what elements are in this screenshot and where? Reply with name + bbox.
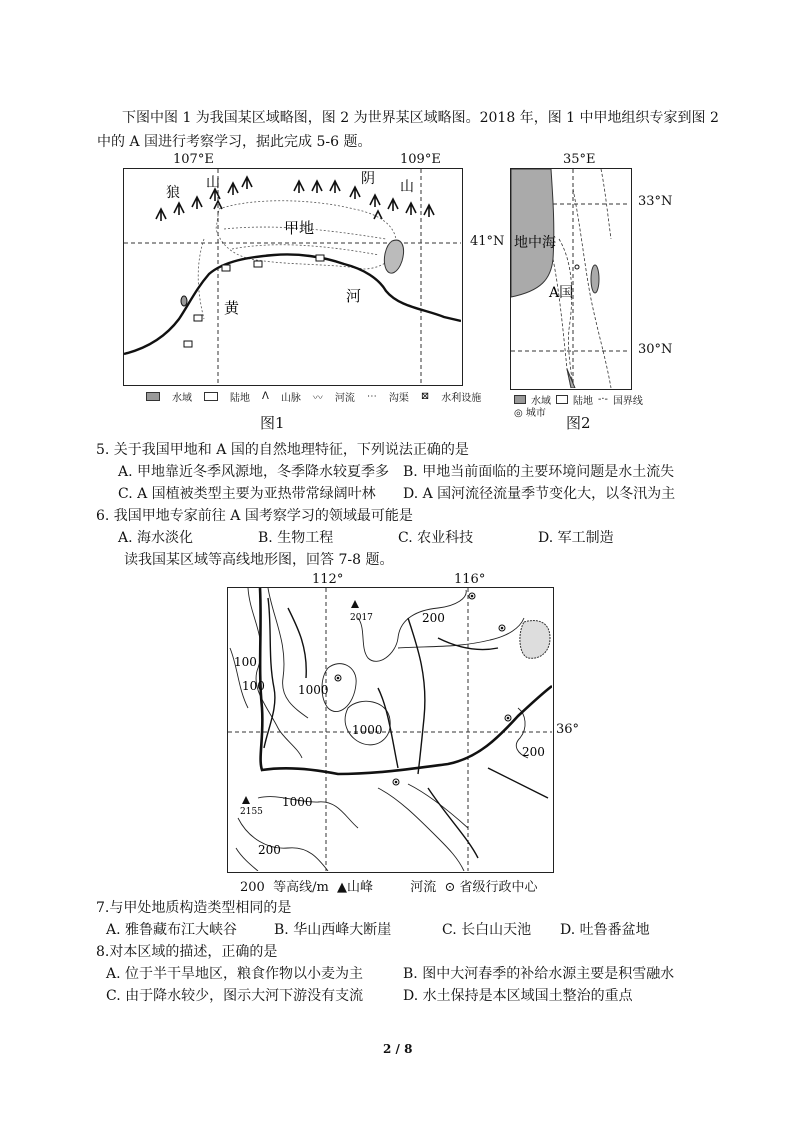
fig2-caption: 图2 <box>566 414 591 432</box>
q5-option-c[interactable]: C. A 国植被类型主要为亚热带常绿阔叶林 <box>118 486 376 502</box>
q5-option-b[interactable]: B. 甲地当前面临的主要环境问题是水土流失 <box>403 464 675 480</box>
q8-option-b[interactable]: B. 图中大河春季的补给水源主要是积雪融水 <box>403 966 675 982</box>
q6-option-a[interactable]: A. 海水淡化 <box>118 530 194 546</box>
fig2-lat-bottom: 30°N <box>638 342 673 357</box>
q7-option-a[interactable]: A. 雅鲁藏布江大峡谷 <box>106 922 238 938</box>
legend-channel-icon: ⋯ <box>366 391 377 402</box>
contour-1000a: 1000 <box>298 683 329 697</box>
intro-line-1: 下图中图 1 为我国某区域略图，图 2 为世界某区域略图。2018 年，图 1 中甲地组织专家到图 2 <box>122 110 719 126</box>
q7-stem: 7.与甲处地质构造类型相同的是 <box>96 900 292 916</box>
q5-option-d[interactable]: D. A 国河流径流量季节变化大，以冬汛为主 <box>403 486 676 502</box>
legend-mountain-icon: ᐱ <box>262 391 269 402</box>
legend-mountain: 山脉 <box>280 393 301 404</box>
fig1-lon-right: 109°E <box>400 152 441 167</box>
city-icon: ◎ <box>514 408 523 419</box>
mountain-symbols <box>156 177 434 221</box>
fig1-map-svg <box>124 169 461 384</box>
mtn-label-2: 山 <box>206 175 220 191</box>
main-river <box>260 588 552 774</box>
region-label: 甲地 <box>284 219 315 237</box>
legend-river-icon: 〰 <box>312 393 323 404</box>
dead-sea <box>591 265 599 293</box>
q6-stem: 6. 我国甲地专家前往 A 国考察学习的领域最可能是 <box>96 508 413 524</box>
peak-1-label: 2017 <box>350 613 373 623</box>
fig3-map-svg <box>228 588 552 871</box>
q5-stem: 5. 关于我国甲地和 A 国的自然地理特征，下列说法正确的是 <box>96 442 469 458</box>
contour-200c: 200 <box>258 843 281 857</box>
fig2-map-svg <box>511 169 630 388</box>
mtn-label-3: 阴 <box>361 171 375 187</box>
yellow-river <box>124 254 461 354</box>
fig2-legend-city-row <box>514 404 546 419</box>
q6-option-b[interactable]: B. 生物工程 <box>258 530 334 546</box>
contour-1000b: 1000 <box>352 723 383 737</box>
q6-option-d[interactable]: D. 军工制造 <box>538 530 614 546</box>
legend-facility-icon: ⊠ <box>420 391 430 402</box>
fig2-legend-border: 国界线 <box>612 396 643 407</box>
q5-option-a[interactable]: A. 甲地靠近冬季风源地，冬季降水较夏季多 <box>118 464 390 480</box>
dotted-area <box>520 621 550 659</box>
contour-100a: 100 <box>234 655 257 669</box>
q8-option-a[interactable]: A. 位于半干旱地区，粮食作物以小麦为主 <box>106 966 364 982</box>
fig3-map <box>227 587 554 873</box>
legend-land-swatch <box>204 392 218 401</box>
fig3-legend: 200 等高线/m ▲山峰 河流 ⊙ 省级行政中心 <box>240 880 538 895</box>
contour-1000c: 1000 <box>282 795 313 809</box>
water-facility-icons <box>184 255 324 347</box>
lake <box>384 240 403 273</box>
fig2-lat-top: 33°N <box>638 194 673 209</box>
legend-channel: 沟渠 <box>388 393 409 404</box>
legend-facility: 水利设施 <box>441 393 482 404</box>
border-line <box>553 259 571 388</box>
fig1-caption: 图1 <box>260 414 285 432</box>
q7-option-b[interactable]: B. 华山西峰大断崖 <box>274 922 392 938</box>
q8-option-d[interactable]: D. 水土保持是本区域国土整治的重点 <box>403 988 633 1004</box>
fig3-lon-2: 116° <box>454 572 486 587</box>
intro-line-2: 中的 A 国进行考察学习，据此完成 5-6 题。 <box>97 134 372 150</box>
page-number: 2 / 8 <box>383 1042 413 1056</box>
country-label: A国 <box>549 285 574 301</box>
contour-200b: 200 <box>522 745 545 759</box>
river-label-2: 河 <box>346 287 362 305</box>
fig2-legend-water: 水域 <box>531 396 551 407</box>
fig3-lon-1: 112° <box>312 572 344 587</box>
fig2-lon: 35°E <box>563 152 596 167</box>
fig2-map <box>510 168 632 390</box>
peak-icon-1 <box>351 600 359 608</box>
fig2-legend-city: 城市 <box>525 408 546 419</box>
mtn-label-4: 山 <box>400 179 414 195</box>
mtn-label-1: 狼 <box>166 185 180 201</box>
legend-land: 陆地 <box>230 393 250 404</box>
peak-2-label: 2155 <box>240 807 263 817</box>
small-pond <box>181 296 187 306</box>
fig1-map <box>123 168 463 386</box>
q6-option-c[interactable]: C. 农业科技 <box>398 530 474 546</box>
peak-icon-2 <box>242 796 250 804</box>
legend-water-swatch <box>146 392 160 401</box>
intro2: 读我国某区域等高线地形图，回答 7-8 题。 <box>124 552 394 568</box>
contour-100b: 100 <box>242 679 265 693</box>
sea-label: 地中海 <box>514 235 556 251</box>
fig3-lat: 36° <box>556 722 580 737</box>
mediterranean-sea <box>511 169 554 297</box>
legend-river: 河流 <box>334 393 355 404</box>
q7-option-c[interactable]: C. 长白山天池 <box>442 922 532 938</box>
q8-stem: 8.对本区域的描述，正确的是 <box>96 944 278 960</box>
legend-water: 水域 <box>172 393 192 404</box>
river-label-1: 黄 <box>224 299 240 317</box>
fig2-border-icon: -·- <box>598 394 608 405</box>
q7-option-d[interactable]: D. 吐鲁番盆地 <box>560 922 650 938</box>
contour-200a: 200 <box>422 611 445 625</box>
fig1-lat: 41°N <box>470 234 505 249</box>
fig1-lon-left: 107°E <box>173 152 214 167</box>
fig2-legend-land: 陆地 <box>573 396 593 407</box>
q8-option-c[interactable]: C. 由于降水较少，图示大河下游没有支流 <box>106 988 364 1004</box>
fig1-legend <box>146 389 481 404</box>
